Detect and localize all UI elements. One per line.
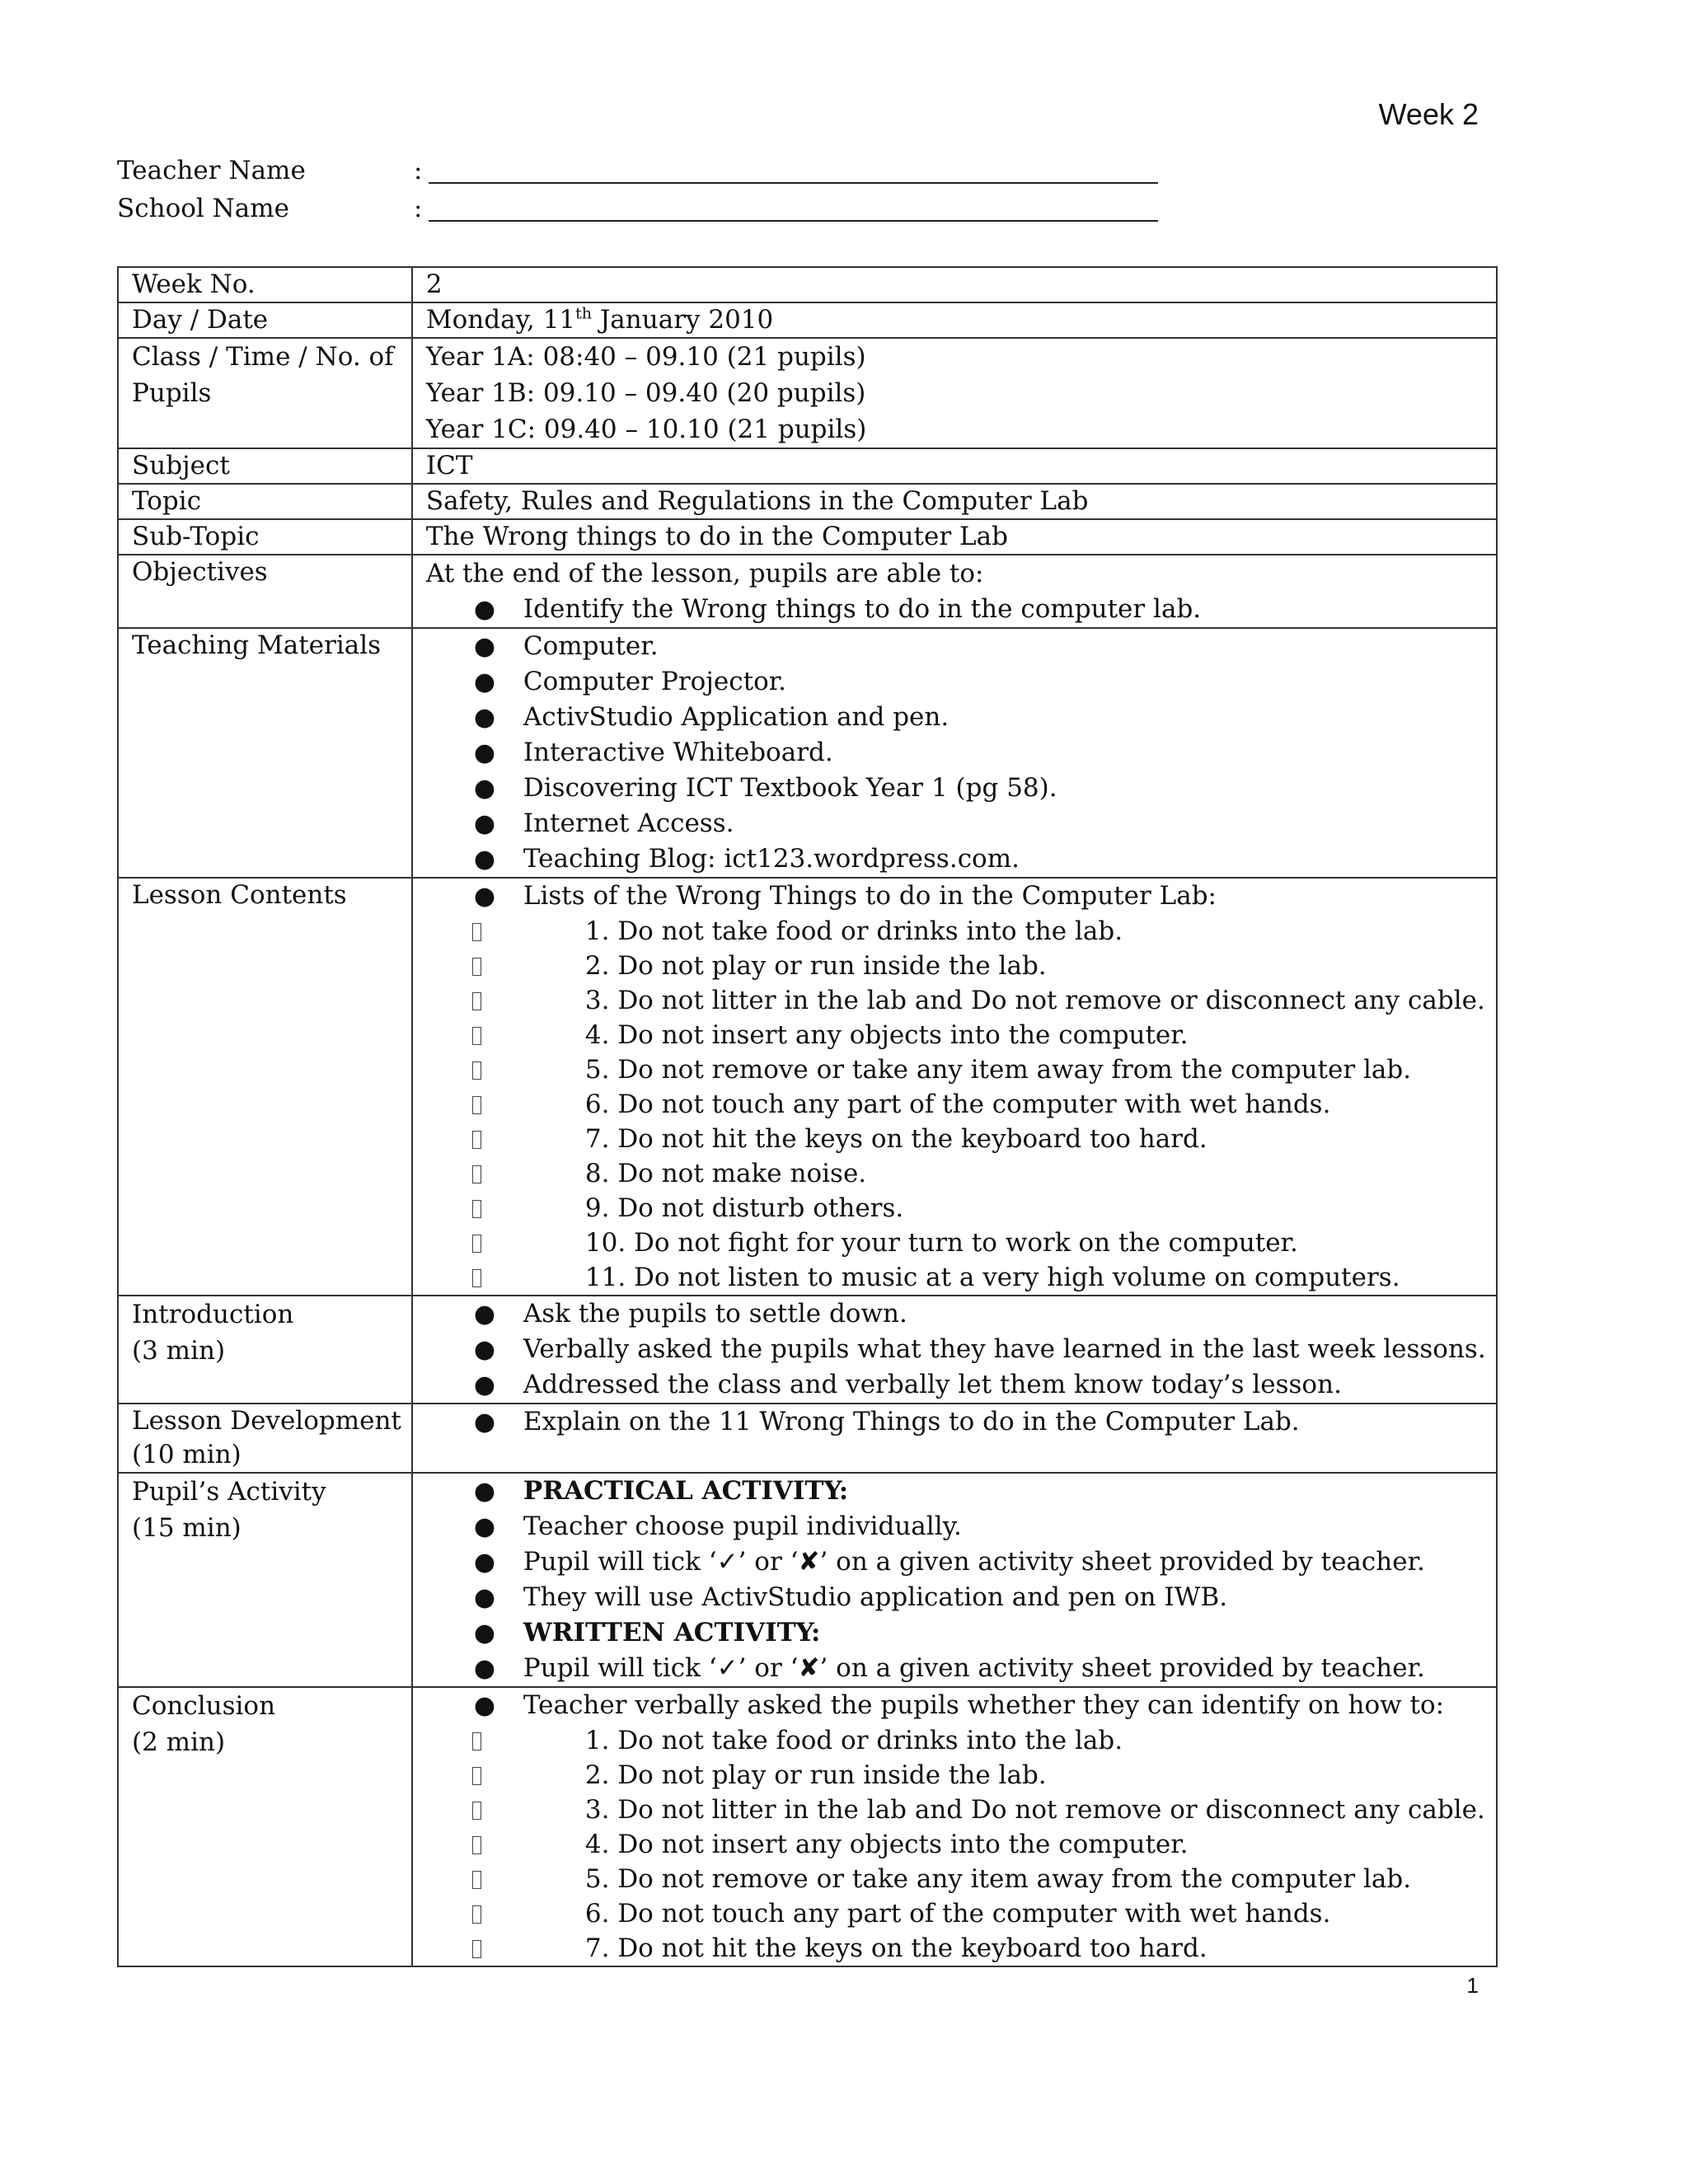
bullet-icon: ● <box>473 1548 496 1577</box>
list-item-text: Pupil will tick ‘✓’ or ‘✘’ on a given activity sheet provided by teacher. <box>523 1547 1425 1577</box>
row-introduction <box>118 1296 1497 1404</box>
bullet-icon: ● <box>473 809 496 838</box>
numbered-item <box>426 1793 1486 1827</box>
row-pupils-activity <box>118 1473 1497 1687</box>
bullet-icon: ● <box>473 1512 496 1541</box>
list-item <box>426 1544 1486 1580</box>
list-item <box>426 841 1486 877</box>
list-item <box>426 1474 1486 1509</box>
class-line: Year 1B: 09.10 – 09.40 (20 pupils) <box>425 378 866 408</box>
numbered-item-text: 11. Do not listen to music at a very high volume on computers. <box>584 1263 1400 1292</box>
list-item-text: Teacher verbally asked the pupils whether they can identify on how to: <box>523 1690 1445 1720</box>
numbered-item <box>426 1052 1486 1087</box>
row-topic <box>118 484 1497 519</box>
day-date-label: Day / Date <box>118 302 412 338</box>
numbered-item <box>426 1087 1486 1122</box>
numbered-item-text: 10. Do not fight for your turn to work on the computer. <box>584 1228 1298 1258</box>
numbered-item <box>426 1156 1486 1191</box>
numbered-item-text: 2. Do not play or run inside the lab. <box>584 1760 1047 1790</box>
numbered-item <box>426 1896 1486 1931</box>
row-subject <box>118 448 1497 484</box>
objectives-value <box>412 555 1497 628</box>
row-lesson-development <box>118 1404 1497 1473</box>
bullet-icon: ● <box>473 738 496 767</box>
week-label: Week 2 <box>1378 97 1479 131</box>
bullet-icon: ● <box>473 1408 496 1436</box>
teacher-name-field <box>117 154 1158 187</box>
numbered-item <box>426 1260 1486 1295</box>
list-item <box>426 664 1486 700</box>
list-item <box>426 1296 1486 1332</box>
missing-glyph-icon <box>472 1235 481 1253</box>
list-item-text: Verbally asked the pupils what they have learned in the last week lessons. <box>523 1334 1486 1364</box>
numbered-item-text: 5. Do not remove or take any item away from the computer lab. <box>584 1055 1412 1085</box>
list-item <box>426 879 1486 914</box>
sub-topic-value: The Wrong things to do in the Computer Lab <box>412 519 1497 555</box>
numbered-item-text: 7. Do not hit the keys on the keyboard too hard. <box>584 1933 1207 1963</box>
subject-label: Subject <box>118 448 412 484</box>
subject-value: ICT <box>412 448 1497 484</box>
numbered-item-text: 1. Do not take food or drinks into the lab. <box>584 1726 1123 1755</box>
list-item <box>426 1651 1486 1686</box>
conclusion-label <box>118 1687 412 1966</box>
list-item-text: Interactive Whiteboard. <box>523 738 833 767</box>
missing-glyph-icon <box>472 1802 481 1820</box>
list-item <box>426 1580 1486 1615</box>
pupils-activity-value <box>412 1473 1497 1687</box>
numbered-item <box>426 1122 1486 1156</box>
list-item <box>426 1332 1486 1367</box>
objectives-label: Objectives <box>118 555 412 628</box>
row-conclusion <box>118 1687 1497 1966</box>
list-item <box>426 1688 1486 1723</box>
numbered-item <box>426 1827 1486 1862</box>
list-item-text: Ask the pupils to settle down. <box>523 1299 907 1329</box>
school-name-label: School Name <box>117 194 290 223</box>
row-class-time <box>118 338 1497 448</box>
list-item-text: Teacher choose pupil individually. <box>523 1511 962 1541</box>
missing-glyph-icon <box>472 1732 481 1750</box>
numbered-item-text: 9. Do not disturb others. <box>584 1193 904 1223</box>
list-item-text: They will use ActivStudio application and pen on IWB. <box>523 1582 1228 1612</box>
missing-glyph-icon <box>472 1096 481 1114</box>
topic-label: Topic <box>118 484 412 519</box>
pupils-activity-title: Pupil’s Activity <box>132 1477 326 1507</box>
numbered-item-text: 8. Do not make noise. <box>584 1159 867 1188</box>
list-item-text: Computer Projector. <box>523 667 787 696</box>
lesson-development-title: Lesson Development <box>132 1406 401 1436</box>
school-name-blank <box>429 195 1158 222</box>
day-date-sup: th <box>575 304 593 323</box>
day-date-suffix: January 2010 <box>592 305 774 335</box>
conclusion-title: Conclusion <box>132 1691 276 1721</box>
introduction-label <box>118 1296 412 1404</box>
numbered-item-text: 5. Do not remove or take any item away from the computer lab. <box>584 1864 1412 1894</box>
teacher-name-blank <box>429 157 1158 184</box>
row-objectives <box>118 555 1497 628</box>
page-number: 1 <box>1466 1973 1479 1998</box>
numbered-item-text: 4. Do not insert any objects into the computer. <box>584 1020 1189 1050</box>
bullet-icon: ● <box>473 1371 496 1399</box>
numbered-item <box>426 1226 1486 1260</box>
class-time-value <box>412 338 1497 448</box>
lesson-plan-table <box>117 266 1498 1967</box>
numbered-item-text: 6. Do not touch any part of the computer with wet hands. <box>584 1090 1331 1119</box>
numbered-item-text: 3. Do not litter in the lab and Do not remove or disconnect any cable. <box>584 986 1485 1015</box>
lesson-contents-value <box>412 878 1497 1296</box>
bullet-icon: ● <box>473 1583 496 1612</box>
list-item-text: Discovering ICT Textbook Year 1 (pg 58). <box>523 773 1057 803</box>
missing-glyph-icon <box>472 1767 481 1785</box>
bullet-icon: ● <box>473 882 496 911</box>
missing-glyph-icon <box>472 1905 481 1924</box>
bullet-icon: ● <box>473 703 496 732</box>
class-time-label-line: Class / Time / No. of <box>132 342 394 372</box>
bullet-icon: ● <box>473 774 496 803</box>
missing-glyph-icon <box>472 992 481 1010</box>
list-item-text: ActivStudio Application and pen. <box>523 702 950 732</box>
numbered-item-text: 1. Do not take food or drinks into the lab. <box>584 916 1123 946</box>
list-item <box>426 1615 1486 1651</box>
bullet-icon: ● <box>473 1691 496 1720</box>
missing-glyph-icon <box>472 1940 481 1958</box>
colon: : <box>414 194 423 223</box>
week-no-label: Week No. <box>118 267 412 302</box>
missing-glyph-icon <box>472 1165 481 1183</box>
missing-glyph-icon <box>472 1062 481 1080</box>
numbered-item-text: 3. Do not litter in the lab and Do not remove or disconnect any cable. <box>584 1795 1485 1825</box>
week-no-value: 2 <box>412 267 1497 302</box>
teacher-name-label: Teacher Name <box>117 156 306 185</box>
list-item-text: Explain on the 11 Wrong Things to do in the Computer Lab. <box>523 1407 1300 1436</box>
class-time-label <box>118 338 412 448</box>
numbered-item <box>426 914 1486 949</box>
missing-glyph-icon <box>472 1269 481 1287</box>
numbered-item-text: 4. Do not insert any objects into the computer. <box>584 1830 1189 1859</box>
bullet-icon: ● <box>473 845 496 874</box>
list-item <box>426 1404 1486 1440</box>
list-item <box>426 771 1486 806</box>
class-line: Year 1A: 08:40 – 09.10 (21 pupils) <box>425 342 866 372</box>
numbered-item <box>426 983 1486 1018</box>
missing-glyph-icon <box>472 1200 481 1218</box>
list-item-text: Lists of the Wrong Things to do in the Computer Lab: <box>523 881 1217 911</box>
introduction-duration: (3 min) <box>132 1336 226 1366</box>
bullet-icon: ● <box>473 1654 496 1683</box>
bullet-icon: ● <box>473 668 496 696</box>
lesson-development-duration: (10 min) <box>132 1440 241 1469</box>
missing-glyph-icon <box>472 923 481 941</box>
list-item-text: Addressed the class and verbally let them know today’s lesson. <box>523 1370 1342 1399</box>
colon: : <box>414 156 423 185</box>
list-item <box>426 700 1486 735</box>
missing-glyph-icon <box>472 1131 481 1149</box>
practical-heading: PRACTICAL ACTIVITY: <box>523 1476 849 1506</box>
list-item-text: Internet Access. <box>523 808 734 838</box>
row-week-no <box>118 267 1497 302</box>
conclusion-value <box>412 1687 1497 1966</box>
numbered-item <box>426 1018 1486 1052</box>
bullet-icon: ● <box>473 1477 496 1506</box>
list-item <box>426 592 1486 627</box>
bullet-icon: ● <box>473 1619 496 1647</box>
bullet-icon: ● <box>473 595 496 624</box>
pupils-activity-label <box>118 1473 412 1687</box>
sub-topic-label: Sub-Topic <box>118 519 412 555</box>
numbered-item-text: 2. Do not play or run inside the lab. <box>584 951 1047 981</box>
numbered-item <box>426 1758 1486 1793</box>
numbered-item <box>426 1191 1486 1226</box>
bullet-icon: ● <box>473 1300 496 1329</box>
teaching-materials-label: Teaching Materials <box>118 628 412 878</box>
bullet-icon: ● <box>473 632 496 661</box>
numbered-item-text: 6. Do not touch any part of the computer with wet hands. <box>584 1899 1331 1929</box>
list-item-text: Teaching Blog: ict123.wordpress.com. <box>523 844 1020 874</box>
topic-value: Safety, Rules and Regulations in the Computer Lab <box>412 484 1497 519</box>
missing-glyph-icon <box>472 1027 481 1045</box>
numbered-item <box>426 1931 1486 1966</box>
numbered-item <box>426 1723 1486 1758</box>
list-item <box>426 735 1486 771</box>
objectives-intro: At the end of the lesson, pupils are able to: <box>425 559 984 588</box>
bullet-icon: ● <box>473 1335 496 1364</box>
lesson-development-label <box>118 1404 412 1473</box>
class-line: Year 1C: 09.40 – 10.10 (21 pupils) <box>425 415 867 444</box>
missing-glyph-icon <box>472 1871 481 1889</box>
missing-glyph-icon <box>472 958 481 976</box>
class-time-label-line: Pupils <box>132 378 212 408</box>
list-item-text: Identify the Wrong things to do in the computer lab. <box>523 594 1202 624</box>
introduction-value <box>412 1296 1497 1404</box>
list-item-text: Computer. <box>523 631 659 661</box>
conclusion-duration: (2 min) <box>132 1727 226 1757</box>
row-teaching-materials <box>118 628 1497 878</box>
school-name-field <box>117 192 1158 225</box>
row-sub-topic <box>118 519 1497 555</box>
list-item <box>426 629 1486 664</box>
lesson-contents-label: Lesson Contents <box>118 878 412 1296</box>
list-item <box>426 1509 1486 1544</box>
day-date-value <box>412 302 1497 338</box>
introduction-title: Introduction <box>132 1300 294 1329</box>
numbered-item <box>426 949 1486 983</box>
missing-glyph-icon <box>472 1836 481 1854</box>
day-date-prefix: Monday, 11 <box>425 305 576 335</box>
list-item <box>426 806 1486 841</box>
pupils-activity-duration: (15 min) <box>132 1513 241 1543</box>
list-item <box>426 1367 1486 1403</box>
written-heading: WRITTEN ACTIVITY: <box>523 1618 821 1647</box>
list-item-text: Pupil will tick ‘✓’ or ‘✘’ on a given activity sheet provided by teacher. <box>523 1653 1425 1683</box>
numbered-item <box>426 1862 1486 1896</box>
numbered-item-text: 7. Do not hit the keys on the keyboard too hard. <box>584 1124 1207 1154</box>
row-lesson-contents <box>118 878 1497 1296</box>
row-day-date <box>118 302 1497 338</box>
teaching-materials-value <box>412 628 1497 878</box>
lesson-development-value <box>412 1404 1497 1473</box>
